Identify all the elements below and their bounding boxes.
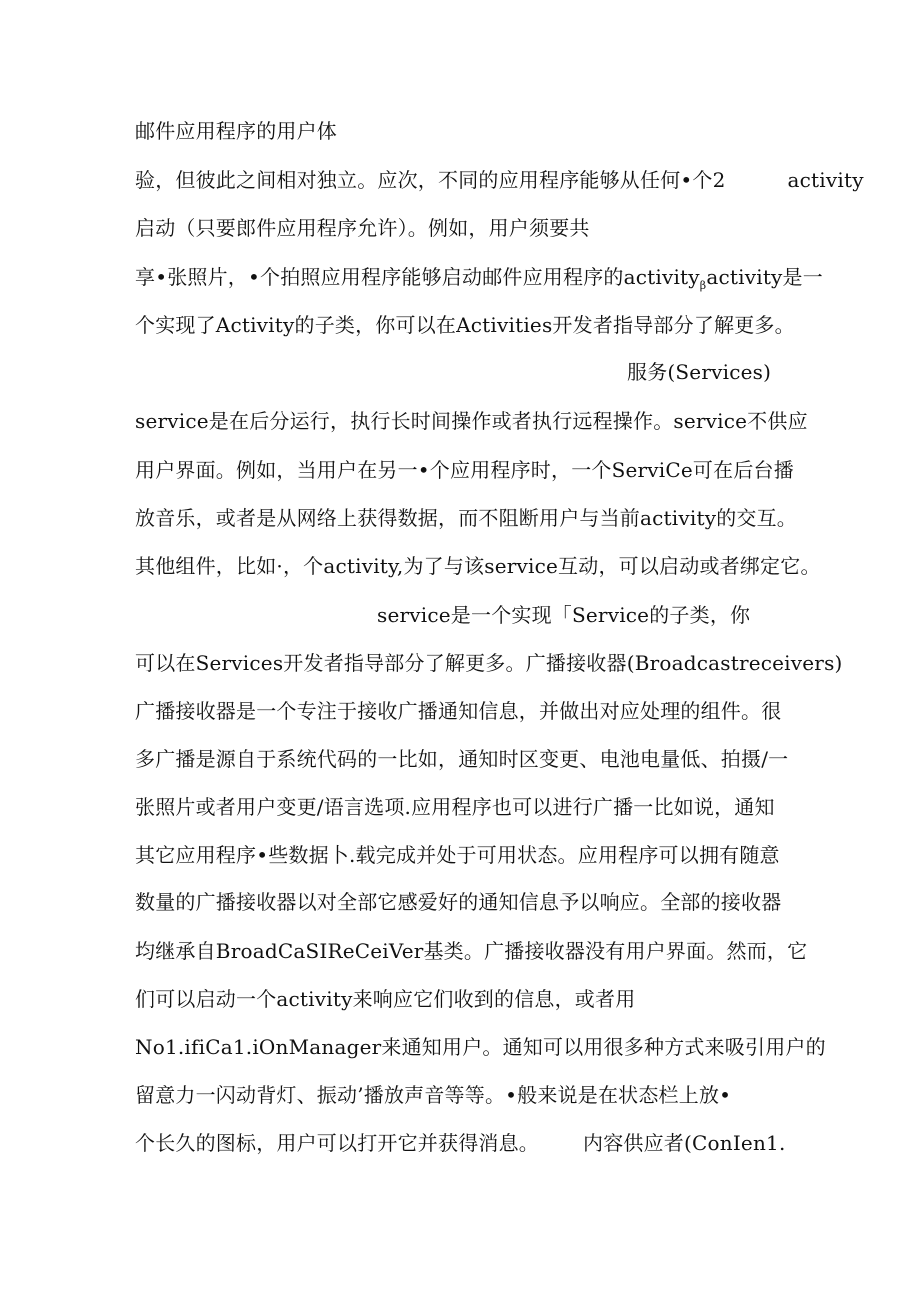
text-line-12: 广播接收器是一个专注于接收广播通知信息，并做出对应处理的组件。很 [135,699,782,723]
section-heading-content-providers: 内容供应者(ConIen1. [583,1131,786,1155]
text-line-4 [135,263,823,300]
text-line-8: 放音乐，或者是从网络上获得数据，而不阻断用户与当前activity的交互。 [135,506,797,530]
text-line-2 [135,166,864,194]
text-line-15: 其它应用程序•些数据卜.载完成并处于可用状态。应用程序可以拥有随意 [135,843,780,867]
section-heading-services: 服务(Services) [627,360,772,384]
text-line-6: service是在后分运行，执行长时间操作或者执行远程操作。service不供应 [135,409,808,433]
text-segment: 验，但彼此之间相对独立。应次，不同的应用程序能够从任何•个2 [135,168,726,192]
text-line-20: 留意力一闪动背灯、振动’播放声音等等。•般来说是在状态栏上放• [135,1083,732,1107]
text-line-7: 用户界面。例如，当用户在另一•个应用程序时，一个ServiCe可在后台播 [135,458,794,482]
text-line-19: No1.ifiCa1.iOnManager来通知用户。通知可以用很多种方式来吸引用户的 [135,1035,826,1059]
text-line-1: 邮件应用程序的用户体 [135,119,337,143]
text-segment: 个长久的图标，用户可以打开它并获得消息。 [135,1131,539,1155]
text-line-9: 其他组件，比如·，个activity,为了与该service互动，可以启动或者绑定它。 [135,554,821,578]
text-segment: activity是一 [706,265,823,289]
text-line-3: 启动（只要郎件应用程序允许）。例如，用户须要共 [135,216,590,240]
text-segment: 享•张照片，•个拍照应用程序能够启动邮件应用程序的activity [135,265,700,289]
text-line-16: 数量的广播接收器以对全部它感爱好的通知信息予以响应。全部的接收器 [135,890,782,914]
text-line-17: 均继承自BroadCaSIReCeiVer基类。广播接收器没有用户界面。然而，它 [135,939,808,963]
text-segment: β [699,279,707,292]
text-line-18: 们可以启动一个activity来响应它们收到的信息，或者用 [135,987,636,1011]
text-line-5: 个实现了Activity的子类，你可以在Activities开发者指导部分了解更多。 [135,313,795,337]
text-line-13: 多广播是源自于系统代码的一比如，通知时区变更、电池电量低、拍摄/一 [135,747,789,771]
text-line-11: 可以在Services开发者指导部分了解更多。广播接收器(Broadcastreceivers) [135,651,843,675]
text-line-14: 张照片或者用户变更/语言选项.应用程序也可以进行广播一比如说，通知 [135,795,775,819]
text-segment: activity [787,168,864,192]
text-line-21 [135,1129,786,1157]
text-line-10: service是一个实现「Service的子类，你 [377,603,751,627]
